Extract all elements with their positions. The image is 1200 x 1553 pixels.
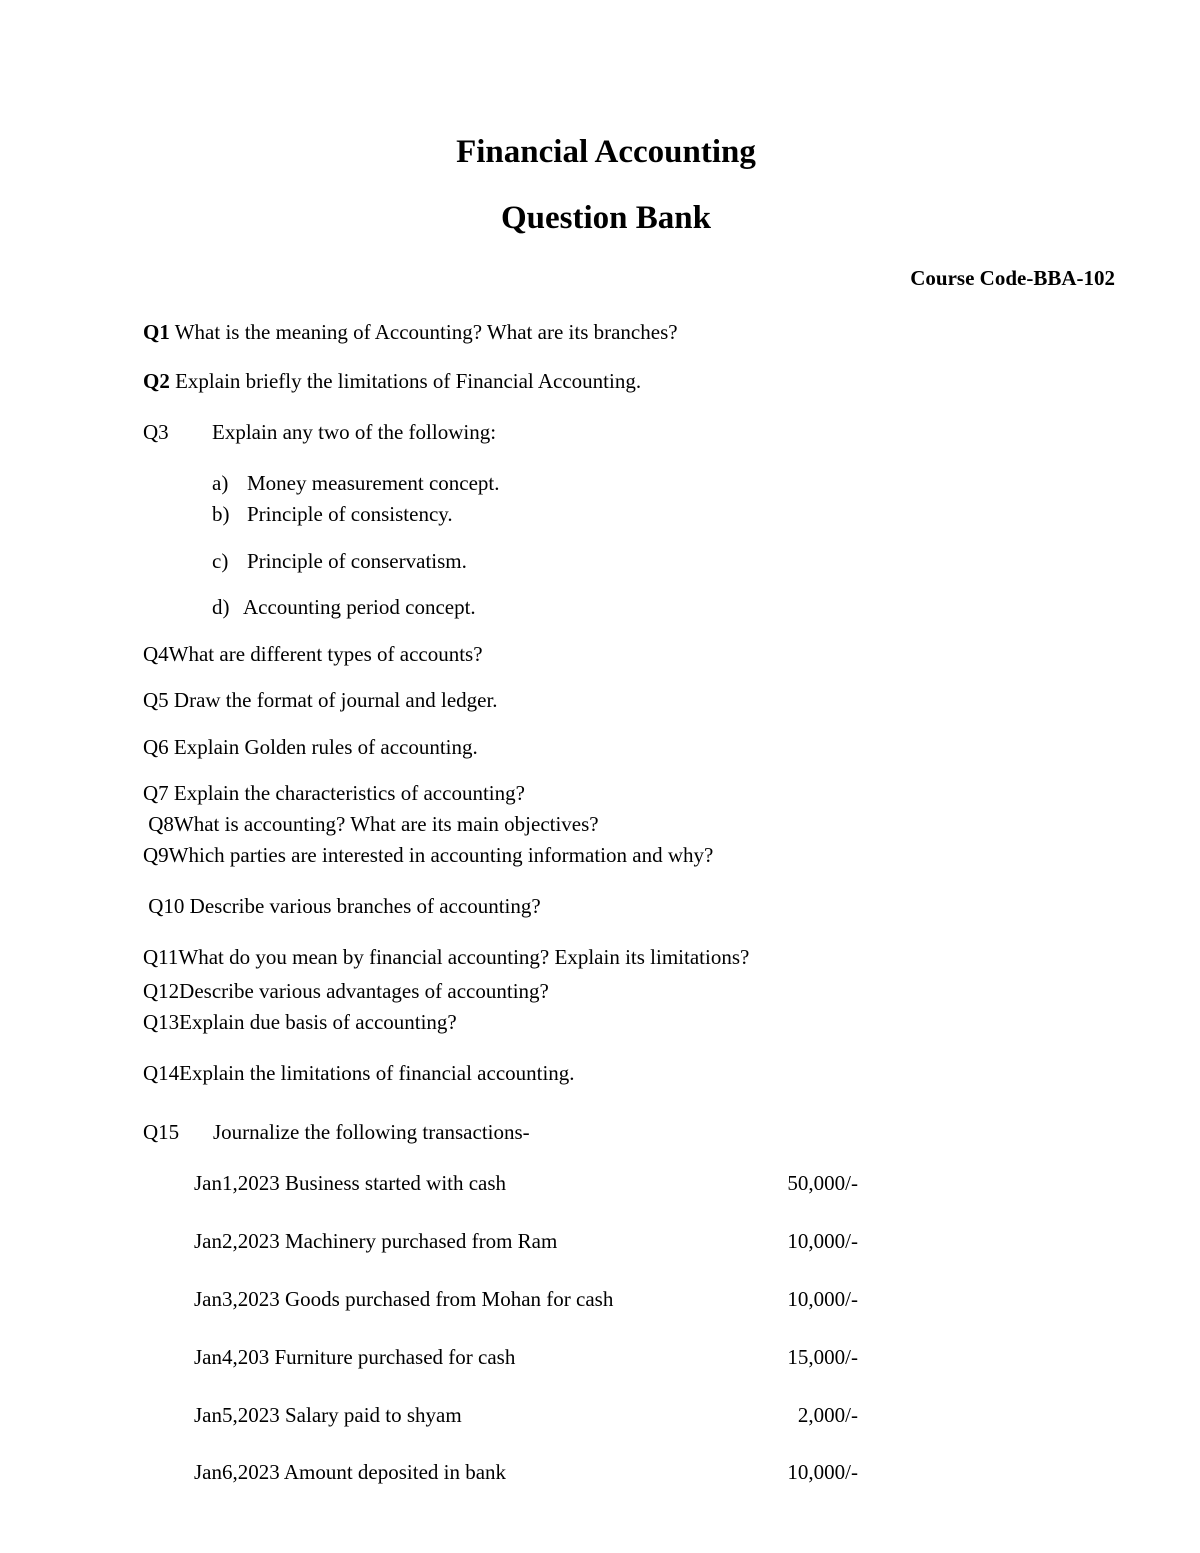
question-number: Q3 (143, 420, 169, 444)
question-9: Q9Which parties are interested in accounting information and why? (143, 843, 714, 867)
question-10: Q10 Describe various branches of accounting? (143, 894, 541, 918)
question-13: Q13Explain due basis of accounting? (143, 1010, 457, 1034)
transaction-desc: Jan3,2023 Goods purchased from Mohan for cash (194, 1287, 614, 1311)
option-c (212, 546, 467, 576)
option-text: Money measurement concept. (247, 471, 500, 495)
option-b (212, 499, 453, 529)
transaction-amount: 10,000/- (787, 1229, 858, 1253)
question-number: Q1 (143, 320, 170, 344)
question-7: Q7 Explain the characteristics of accounting? (143, 781, 525, 805)
option-text: Principle of consistency. (247, 502, 453, 526)
transaction-desc: Jan4,203 Furniture purchased for cash (194, 1345, 516, 1369)
option-a (212, 468, 500, 498)
option-letter: d) (212, 595, 230, 619)
transaction-desc: Jan2,2023 Machinery purchased from Ram (194, 1229, 558, 1253)
transaction-amount: 15,000/- (787, 1345, 858, 1369)
question-14: Q14Explain the limitations of financial accounting. (143, 1061, 575, 1085)
question-4: Q4What are different types of accounts? (143, 642, 483, 666)
question-2 (143, 366, 641, 396)
question-text: Explain briefly the limitations of Financial Accounting. (169, 369, 642, 393)
question-text: What is the meaning of Accounting? What are its branches? (169, 320, 678, 344)
question-11: Q11What do you mean by financial accounting? Explain its limitations? (143, 945, 750, 969)
course-code: Course Code-BBA-102 (910, 266, 1115, 290)
transaction-amount: 10,000/- (787, 1460, 858, 1484)
transaction-amount: 50,000/- (787, 1171, 858, 1195)
option-letter: a) (212, 471, 229, 495)
question-8: Q8What is accounting? What are its main objectives? (143, 812, 599, 836)
document-title: Financial Accounting (456, 134, 756, 170)
document-subtitle: Question Bank (501, 200, 711, 236)
question-number: Q2 (143, 369, 170, 393)
transaction-amount: 2,000/- (797, 1403, 858, 1427)
transaction-desc: Jan1,2023 Business started with cash (194, 1171, 507, 1195)
question-15 (143, 1117, 530, 1147)
question-text: Explain any two of the following: (212, 420, 497, 444)
question-text: Journalize the following transactions- (213, 1120, 530, 1144)
question-5: Q5 Draw the format of journal and ledger. (143, 688, 498, 712)
option-text: Principle of conservatism. (247, 549, 467, 573)
question-number: Q15 (143, 1120, 180, 1144)
transaction-desc: Jan5,2023 Salary paid to shyam (194, 1403, 462, 1427)
question-6: Q6 Explain Golden rules of accounting. (143, 735, 478, 759)
option-letter: c) (212, 549, 229, 573)
option-text: Accounting period concept. (243, 595, 476, 619)
transaction-amount: 10,000/- (787, 1287, 858, 1311)
transaction-desc: Jan6,2023 Amount deposited in bank (194, 1460, 507, 1484)
option-letter: b) (212, 502, 230, 526)
question-1 (143, 317, 678, 347)
option-d (212, 592, 476, 622)
question-12: Q12Describe various advantages of accounting? (143, 979, 549, 1003)
question-3 (143, 417, 496, 447)
